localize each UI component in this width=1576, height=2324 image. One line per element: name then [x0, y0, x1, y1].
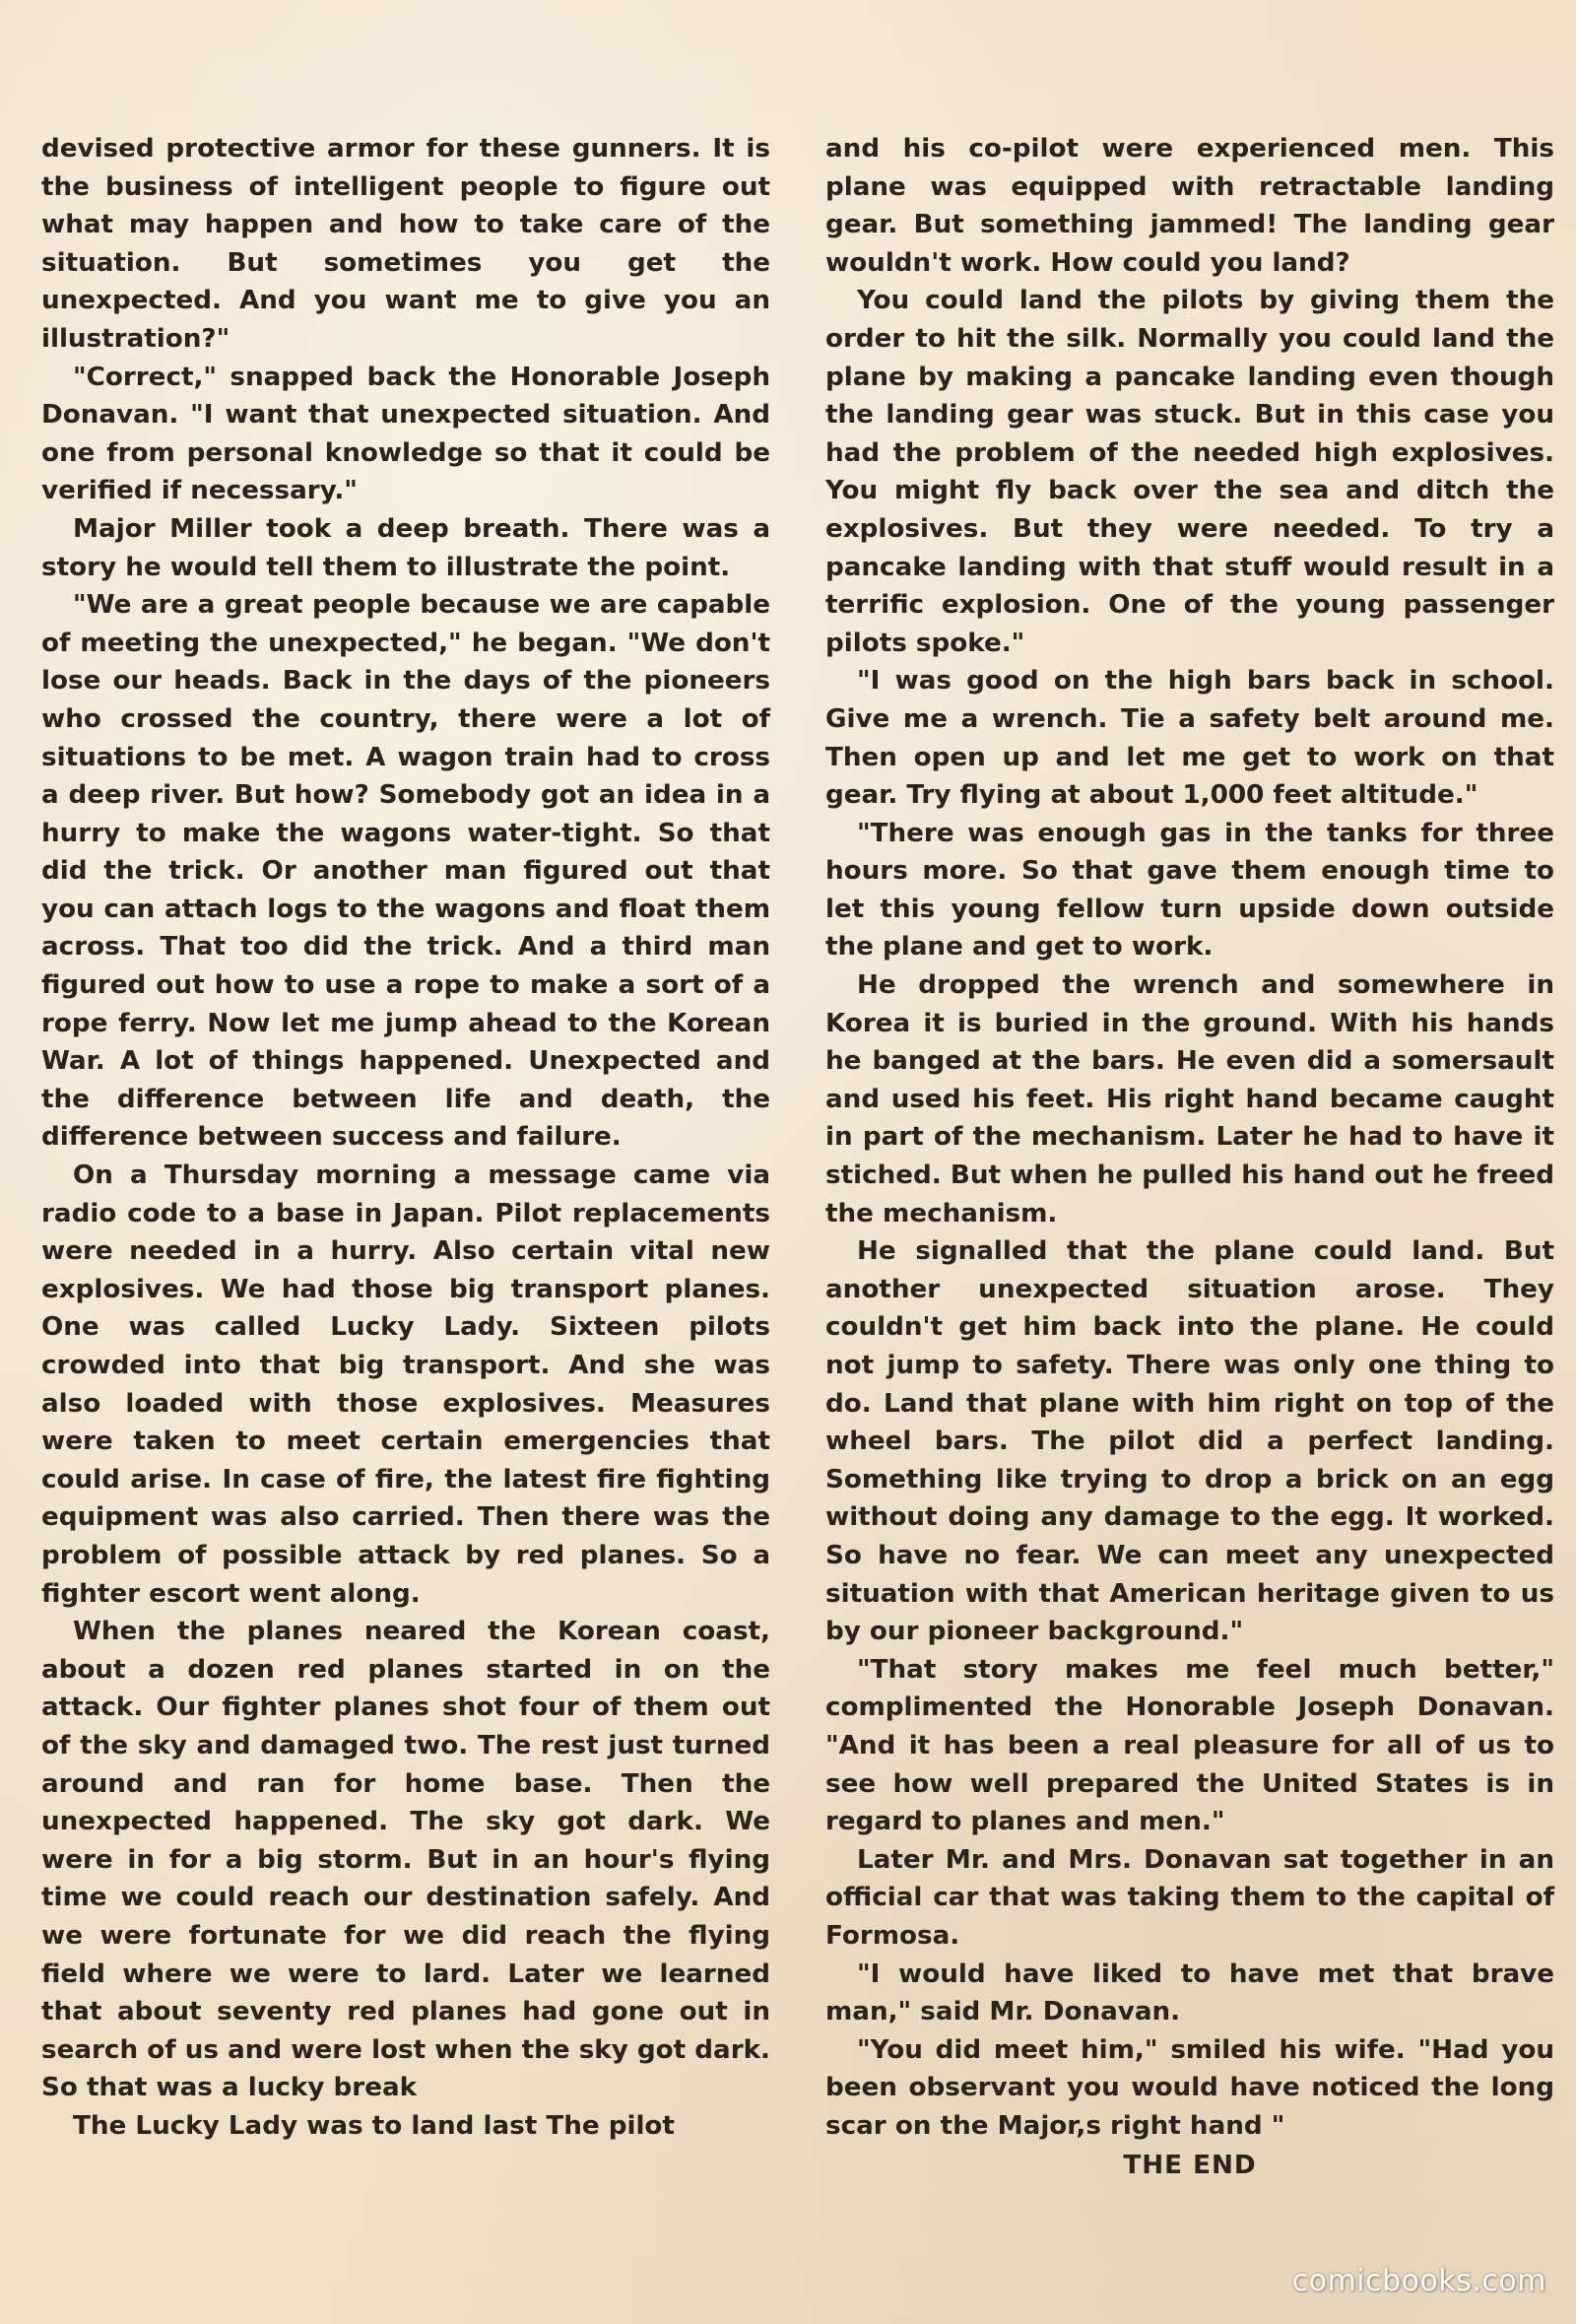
left-paragraph-5: On a Thursday morning a message came via radio code to a base in Japan. Pilot replacements were needed in a hurry. Also certain vital new explosives. We had those big transport planes. One was called Lucky Lady. Sixteen pilots crowded into that big transport. And she was also loaded with those explosives. Measures were taken to meet certain emergencies that could arise. In case of fire, the latest fire fighting equipment was also carried. Then there was the problem of possible attack by red planes. So a fighter escort went along. [41, 1161, 770, 1609]
left-text-column [41, 130, 770, 2145]
left-paragraph-2: "Correct," snapped back the Honorable Joseph Donavan. "I want that unexpected situation. And one from personal knowledge so that it could be verified if necessary." [41, 362, 770, 506]
right-paragraph-5: He dropped the wrench and somewhere in Korea it is buried in the ground. With his hands he banged at the bars. He even did a somersault and used his feet. His right hand became caught in part of the mechanism. Later he had to have it stiched. But when he pulled his hand out he freed the mechanism. [825, 970, 1554, 1228]
right-paragraph-10: "You did meet him," smiled his wife. "Had you been observant you would have noticed the long scar on the Major,s right hand " [825, 2034, 1554, 2141]
right-paragraph-8: Later Mr. and Mrs. Donavan sat together in an official car that was taking them to the capital of Formosa. [825, 1844, 1554, 1951]
right-paragraph-3: "I was good on the high bars back in school. Give me a wrench. Tie a safety belt around me. Then open up and let me get to work on that gear. Try flying at about 1,000 feet altitude." [825, 666, 1554, 811]
right-paragraph-9: "I would have liked to have met that brave man," said Mr. Donavan. [825, 1959, 1554, 2027]
left-paragraph-1: devised protective armor for these gunners. It is the business of intelligent people to figure out what may happen and how to take care of the situation. But sometimes you get the unexpected. And you want me to give you an illustration?" [41, 134, 770, 354]
left-paragraph-3: Major Miller took a deep breath. There was a story he would tell them to illustrate the point. [41, 513, 770, 582]
right-paragraph-6: He signalled that the plane could land. But another unexpected situation arose. They couldn't get him back into the plane. He could not jump to safety. There was only one thing to do. Land that plane with him right on top of the wheel bars. The pilot did a perfect landing. Something like trying to drop a brick on an egg without doing any damage to the egg. It worked. So have no fear. We can meet any unexpected situation with that American heritage given to us by our pioneer background." [825, 1236, 1554, 1647]
bleed-through-header-decoration [611, 37, 1044, 97]
right-paragraph-7: "That story makes me feel much better," complimented the Honorable Joseph Donavan. "And it has been a real pleasure for all of us to see how well prepared the United States is in regard to planes and men." [825, 1654, 1554, 1837]
right-paragraph-2: You could land the pilots by giving them the order to hit the silk. Normally you could land the plane by making a pancake landing even though the landing gear was stuck. But in this case you had the problem of the needed high explosives. You might fly back over the sea and ditch the explosives. But they were needed. To try a pancake landing with that stuff would result in a terrific explosion. One of the young passenger pilots spoke." [825, 286, 1554, 658]
site-watermark: comicbooks.com [1291, 2264, 1546, 2298]
left-paragraph-7: The Lucky Lady was to land last The pilot [73, 2110, 675, 2141]
the-end-label: THE END [1123, 2151, 1257, 2181]
right-paragraph-1: and his co-pilot were experienced men. This plane was equipped with retractable landing gear. But something jammed! The landing gear wouldn't work. How could you land? [825, 134, 1554, 278]
right-paragraph-4: "There was enough gas in the tanks for three hours more. So that gave them enough time to let this young fellow turn upside down outside the plane and get to work. [825, 818, 1554, 963]
left-paragraph-4: "We are a great people because we are capable of meeting the unexpected," he began. "We don't lose our heads. Back in the days of the pioneers who crossed the country, there were a lot of situations to be met. A wagon train had to cross a deep river. But how? Somebody got an idea in a hurry to make the wagons water-tight. So that did the trick. Or another man figured out that you can attach logs to the wagons and float them across. That too did the trick. And a third man figured out how to use a rope to make a sort of a rope ferry. Now let me jump ahead to the Korean War. A lot of things happened. Unexpected and the difference between life and death, the difference between success and failure. [41, 590, 770, 1153]
right-text-column [825, 130, 1554, 2185]
left-paragraph-6: When the planes neared the Korean coast, about a dozen red planes started in on the attack. Our fighter planes shot four of them out of the sky and damaged two. The rest just turned around and ran for home base. Then the unexpected happened. The sky got dark. We were in for a big storm. But in an hour's flying time we could reach our destination safely. And we were fortunate for we did reach the flying field where we were to lard. Later we learned that about seventy red planes had gone out in search of us and were lost when the sky got dark. So that was a lucky break [41, 1617, 770, 2103]
